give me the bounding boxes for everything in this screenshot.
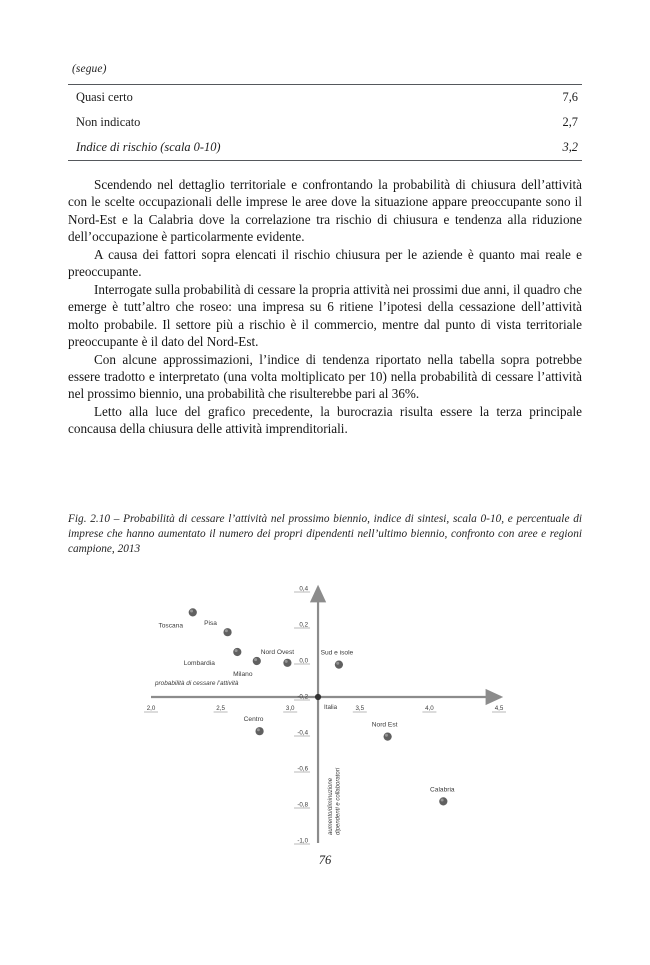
data-point-highlight: [254, 658, 257, 661]
data-point-label: Nord Ovest: [260, 648, 295, 656]
data-point-label: Nord Est: [371, 721, 398, 729]
x-tick-label: 2,5: [216, 705, 225, 712]
y-tick-label: 0,4: [299, 585, 309, 593]
data-point-highlight: [190, 610, 193, 613]
data-point-label-italia: Italia: [324, 704, 338, 711]
figure-caption: Fig. 2.10 – Probabilità di cessare l’attività nel prossimo biennio, indice di sintesi, scala 0-10, e percentuale di imprese che hanno aumentato il numero dei propri dipendenti nell’ultimo biennio, confronto con aree e regioni campione, 2013: [68, 513, 582, 556]
y-tick-label: -0,6: [297, 765, 309, 773]
data-point: [223, 628, 231, 636]
data-point: [439, 797, 447, 805]
y-tick-label: -0,8: [297, 801, 309, 809]
y-tick-label: -0,2: [297, 693, 309, 701]
data-point-highlight: [385, 734, 388, 737]
table-row: [68, 85, 582, 111]
y-tick-label: 0,2: [299, 621, 309, 629]
data-point-highlight: [336, 662, 339, 665]
x-tick-label: 3,5: [355, 705, 365, 712]
data-point-label: Sud e isole: [320, 649, 354, 657]
paragraph: Scendendo nel dettaglio territoriale e confrontando la probabilità di chiusura dell’attività con le scelte occupazionali delle imprese le aree dove la situazione appare preoccupante sono il Nord-Est e la Calabria dove la correlazione tra rischio di chiusura e tendenza alla riduzione dell’occupazione è particolarmente evidente.: [68, 177, 582, 245]
x-tick-label: 3,0: [285, 705, 295, 712]
table-row: [68, 110, 582, 135]
data-point-origin: [315, 694, 321, 700]
table-cell-value: 2,7: [562, 115, 578, 129]
table-body: [68, 84, 582, 161]
data-point: [253, 657, 261, 665]
paragraph: Letto alla luce del grafico precedente, la burocrazia risulta essere la terza principale concausa della chiusura delle attività imprenditoriali.: [68, 403, 582, 437]
data-point-label: Calabria: [430, 786, 455, 794]
data-point-highlight: [257, 728, 260, 731]
body-text: [68, 176, 582, 438]
data-point-highlight: [235, 649, 238, 652]
data-point-label: Toscana: [158, 622, 184, 630]
paragraph: A causa dei fattori sopra elencati il rischio chiusura per le aziende è quanto mai reale e preoccupante.: [68, 246, 582, 280]
data-point: [233, 648, 241, 656]
data-point: [335, 661, 343, 669]
data-point-highlight: [441, 799, 444, 802]
x-tick-label: 2,0: [146, 705, 156, 712]
data-point-label: Lombardia: [183, 660, 215, 667]
x-tick-label: 4,0: [425, 705, 434, 712]
data-point-label: Centro: [243, 716, 264, 724]
data-point-label: Pisa: [204, 620, 217, 628]
data-point: [189, 608, 197, 616]
y-axis-label-line: dipendenti e collaboratori: [335, 767, 342, 835]
y-axis-label: [328, 767, 342, 835]
x-tick-label: 4,5: [494, 705, 504, 712]
chart-canvas: [143, 583, 507, 848]
page-number: 76: [318, 853, 332, 867]
y-axis-label-line: aumento/diminuzione: [328, 777, 335, 835]
data-point: [255, 727, 263, 735]
paragraph: Con alcune approssimazioni, l’indice di tendenza riportato nella tabella sopra potrebbe essere tradotto e interpretato (una volta moltiplicato per 10) nella probabilità di cessare l’attività nel prossimo biennio, una probabilità che risulterebbe pari al 36%.: [68, 351, 582, 402]
y-tick-label: 0,0: [299, 657, 309, 665]
table-cell-label: Non indicato: [76, 115, 141, 129]
data-point-highlight: [285, 660, 288, 663]
continued-marker: (segue): [72, 63, 107, 75]
x-axis-label: probabilità di cessare l’attività: [155, 680, 239, 687]
table-cell-value: 7,6: [524, 85, 582, 111]
scatter-chart: [143, 583, 507, 848]
y-tick-label: -0,4: [297, 729, 309, 737]
data-point-label: Milano: [233, 671, 253, 678]
data-point: [283, 659, 291, 667]
table-cell-label: Quasi certo: [68, 85, 524, 111]
risk-index-table: [68, 84, 582, 161]
paragraph: Interrogate sulla probabilità di cessare la propria attività nei prossimi due anni, il quadro che emerge è tutt’altro che roseo: una impresa su 6 ritiene l’ipotesi della cessazione dell’attività molto probabile. Il settore più a rischio è il commercio, mentre dal punto di vista territoriale preoccupante è il dato del Nord-Est.: [68, 281, 582, 350]
table-cell-label: Indice di rischio (scala 0-10): [68, 135, 524, 161]
table-row: [68, 135, 582, 161]
data-point: [384, 733, 392, 741]
table-cell-value: 3,2: [524, 135, 582, 161]
data-point-highlight: [225, 629, 228, 632]
y-tick-label: -1,0: [297, 837, 309, 845]
